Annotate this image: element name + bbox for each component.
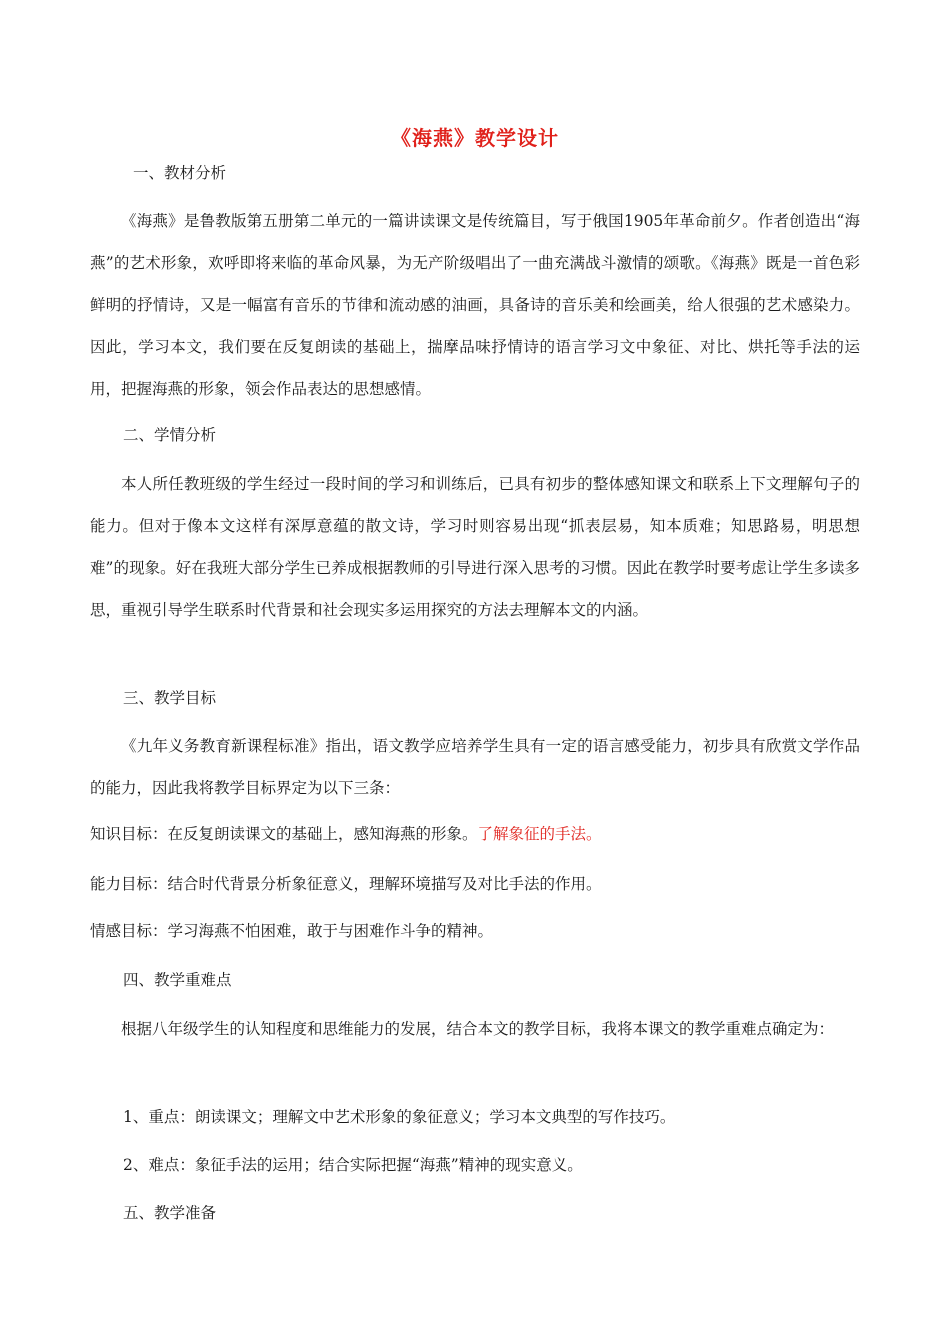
paragraph-3: 《九年义务教育新课程标准》指出，语文教学应培养学生具有一定的语言感受能力，初步具有欣赏文学作品的能力，因此我将教学目标界定为以下三条：: [90, 737, 860, 797]
goal-knowledge: [90, 813, 860, 855]
goal-knowledge-highlight: 了解象征的手法。: [477, 825, 602, 843]
section-heading-5: 五、教学准备: [123, 1204, 217, 1222]
paragraph-1: 《海燕》是鲁教版第五册第二单元的一篇讲读课文是传统篇目，写于俄国1905年革命前夕。作者创造出“海燕”的艺术形象，欢呼即将来临的革命风暴，为无产阶级唱出了一曲充满战斗激情的颂歌。《海燕》既是一首色彩鲜明的抒情诗，又是一幅富有音乐的节律和流动感的油画，具备诗的音乐美和绘画美，给人很强的艺术感染力。因此，学习本文，我们要在反复朗读的基础上，揣摩品味抒情诗的语言学习文中象征、对比、烘托等手法的运用，把握海燕的形象，领会作品表达的思想感情。: [90, 212, 860, 398]
section-heading-1: 一、教材分析: [133, 164, 227, 182]
document-title: 《海燕》教学设计: [391, 126, 559, 150]
goal-knowledge-text: 知识目标：在反复朗读课文的基础上，感知海燕的形象。: [90, 825, 478, 843]
section-heading-4: 四、教学重难点: [123, 971, 232, 989]
goal-emotion: 情感目标：学习海燕不怕困难，敢于与困难作斗争的精神。: [90, 922, 494, 940]
key-point-item: 1、重点：朗读课文；理解文中艺术形象的象征意义；学习本文典型的写作技巧。: [123, 1108, 676, 1126]
paragraph-2: 本人所任教班级的学生经过一段时间的学习和训练后，已具有初步的整体感知课文和联系上下文理解句子的能力。但对于像本文这样有深厚意蕴的散文诗，学习时则容易出现“抓表层易，知本质难；知思路易，明思想难”的现象。好在我班大部分学生已养成根据教师的引导进行深入思考的习惯。因此在教学时要考虑让学生多读多思，重视引导学生联系时代背景和社会现实多运用探究的方法去理解本文的内涵。: [90, 475, 860, 619]
difficult-point-item: 2、难点：象征手法的运用；结合实际把握“海燕”精神的现实意义。: [123, 1156, 583, 1174]
section-heading-3: 三、教学目标: [123, 689, 217, 707]
paragraph-4: 根据八年级学生的认知程度和思维能力的发展，结合本文的教学目标，我将本课文的教学重难点确定为：: [121, 1020, 835, 1038]
goal-ability: 能力目标：结合时代背景分析象征意义，理解环境描写及对比手法的作用。: [90, 875, 602, 893]
section-heading-2: 二、学情分析: [123, 426, 217, 444]
